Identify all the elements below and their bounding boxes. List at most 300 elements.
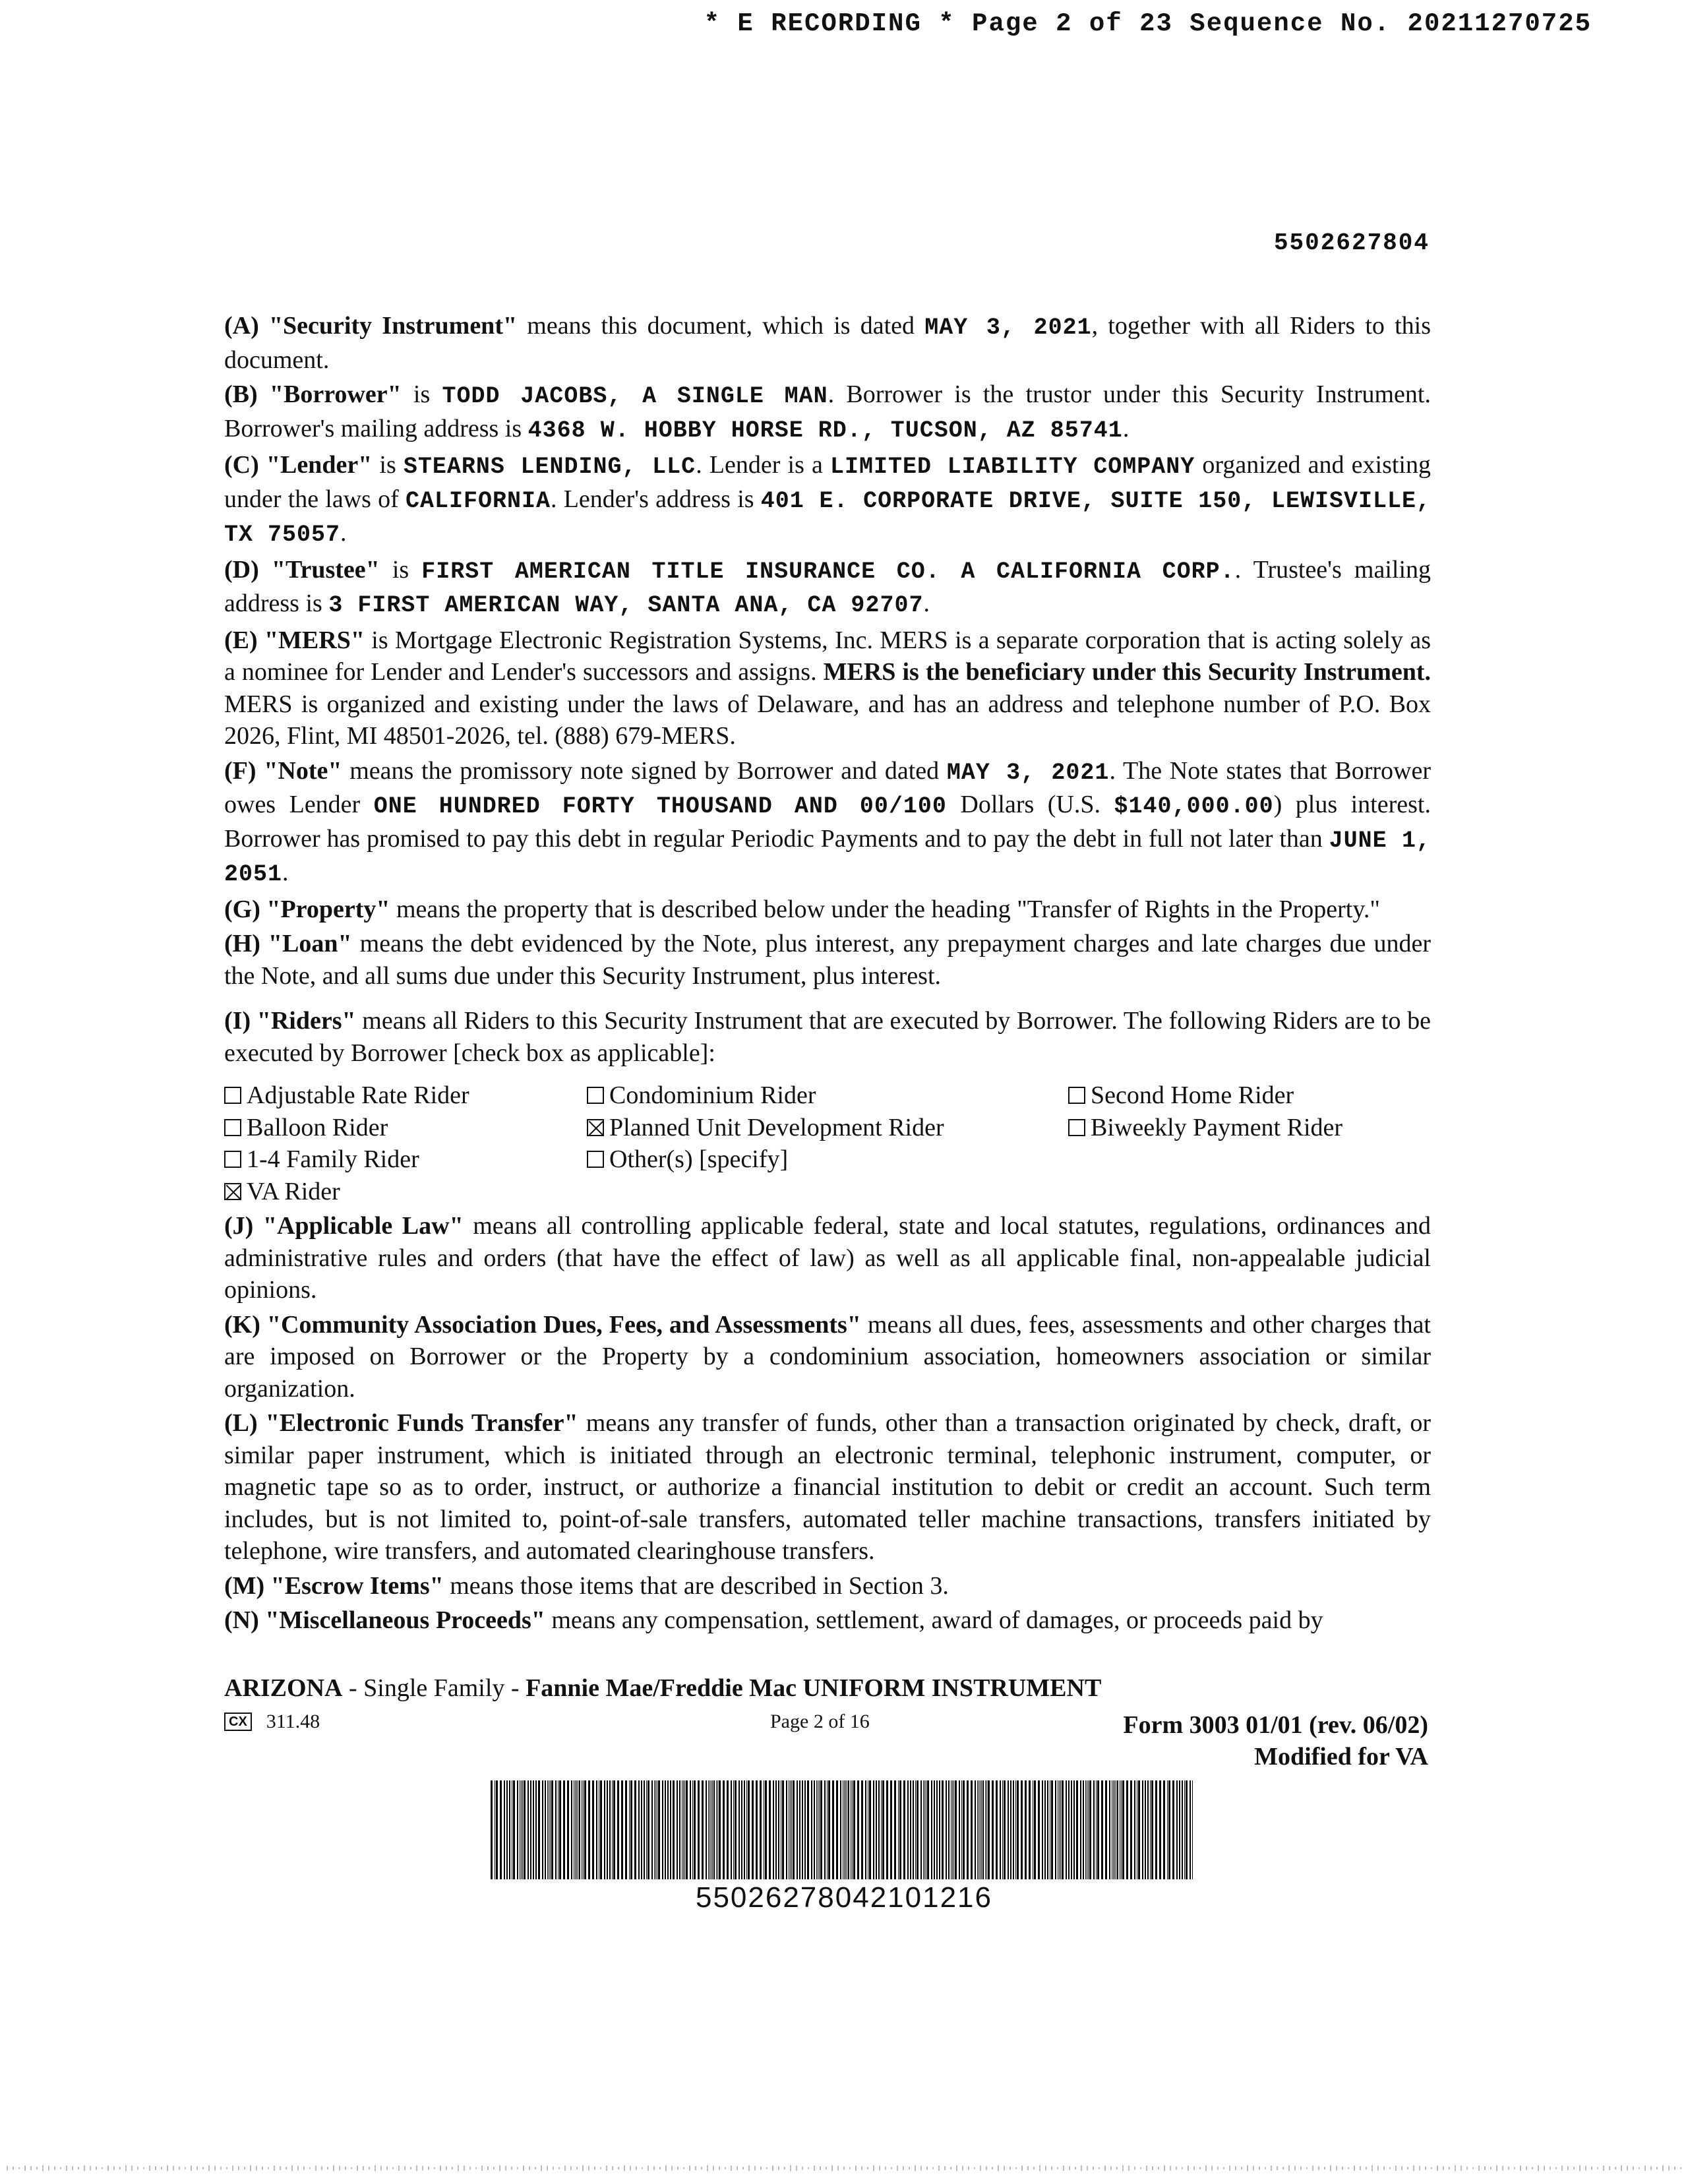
barcode-bar (963, 1780, 965, 1879)
rider-adjustable-rate: Adjustable Rate Rider (224, 1079, 587, 1112)
page-number: Page 2 of 16 (770, 1711, 870, 1732)
barcode-bar (836, 1780, 838, 1879)
barcode-bar (648, 1780, 649, 1879)
scan-mark (1057, 2168, 1058, 2169)
barcode-bar (1155, 1780, 1157, 1879)
scan-mark (541, 2166, 542, 2171)
scan-mark (1122, 2166, 1124, 2171)
scan-mark (1526, 2166, 1527, 2170)
barcode-bar (1073, 1780, 1075, 1879)
checkbox-icon[interactable] (224, 1119, 241, 1136)
barcode-bar (629, 1780, 630, 1879)
definition-e: (E) "MERS" is Mortgage Electronic Registration Systems, Inc. MERS is a separate corporation that is acting solely as a nominee for Lender and Lender's successors and assigns. MERS is the beneficiary under this Security Instrument. MERS is organized and existing under the laws of Delaware, and has an address and telephone number of P.O. Box 2026, Flint, MI 48501-2026, tel. (888) 679-MERS. (224, 626, 1432, 750)
barcode-bar (748, 1780, 750, 1879)
scan-mark (1158, 2167, 1159, 2169)
barcode-bar (491, 1780, 493, 1879)
barcode-bar (528, 1780, 529, 1879)
scan-mark (309, 2168, 311, 2169)
scan-mark (232, 2166, 233, 2171)
scan-mark (1336, 2166, 1337, 2171)
barcode-bar (1105, 1780, 1107, 1879)
barcode-bar (985, 1780, 986, 1879)
scan-mark (837, 2166, 839, 2171)
barcode-bar (1126, 1780, 1128, 1879)
scan-mark (576, 2167, 578, 2169)
barcode-bar (934, 1780, 935, 1879)
barcode-bar (1071, 1780, 1072, 1879)
scan-mark (1235, 2166, 1236, 2170)
scan-mark (826, 2167, 827, 2169)
trustee-name: FIRST AMERICAN TITLE INSURANCE CO. A CALIFORNIA CORP. (421, 558, 1235, 585)
scan-mark (683, 2168, 684, 2169)
scan-mark (689, 2166, 690, 2171)
trustee-address: 3 FIRST AMERICAN WAY, SANTA ANA, CA 92707 (328, 592, 924, 619)
scan-mark (1437, 2166, 1438, 2171)
barcode-bar (886, 1780, 888, 1879)
scan-mark (1021, 2166, 1023, 2171)
scan-mark (410, 2167, 411, 2169)
scan-mark (725, 2168, 726, 2169)
scan-mark (1282, 2167, 1284, 2169)
barcode-bar (752, 1780, 754, 1879)
scan-mark (659, 2167, 661, 2169)
barcode-bar (778, 1780, 779, 1879)
barcode-bar (1021, 1780, 1023, 1879)
scan-mark (375, 2166, 376, 2171)
form-title: ARIZONA - Single Family - Fannie Mae/Freddie Mac UNIFORM INSTRUMENT (224, 1674, 1102, 1702)
barcode-bar (604, 1780, 605, 1879)
barcode-bar (775, 1780, 777, 1879)
scan-mark (926, 2167, 928, 2170)
scan-mark (535, 2167, 536, 2169)
barcode-bar (731, 1780, 732, 1879)
scan-mark (48, 2166, 49, 2171)
barcode-bar (1151, 1780, 1153, 1879)
barcode-bar (1004, 1780, 1006, 1879)
scan-mark (677, 2167, 678, 2170)
scan-mark (208, 2166, 210, 2171)
scan-mark (867, 2167, 868, 2169)
scan-mark (202, 2167, 204, 2169)
scan-mark (1627, 2166, 1628, 2171)
barcode-bar (828, 1780, 830, 1879)
scan-mark (909, 2167, 910, 2169)
barcode-bar (709, 1780, 710, 1879)
scan-mark (1217, 2167, 1219, 2170)
barcode-bar (744, 1780, 745, 1879)
barcode-bar (1062, 1780, 1064, 1879)
barcode-bar (881, 1780, 882, 1879)
barcode-bar (1038, 1780, 1040, 1879)
barcode-bar (550, 1780, 551, 1879)
borrower-name: TODD JACOBS, A SINGLE MAN (442, 383, 828, 410)
barcode-bar (861, 1780, 863, 1879)
scan-mark (1650, 2166, 1652, 2170)
barcode-bar (542, 1780, 543, 1879)
barcode-bar (869, 1780, 871, 1879)
loan-amount: $140,000.00 (1114, 793, 1274, 820)
barcode-bar (827, 1780, 828, 1879)
barcode-bar (607, 1780, 608, 1879)
definition-label: (L) "Electronic Funds Transfer" (224, 1409, 578, 1437)
scan-mark (701, 2167, 702, 2169)
scan-mark (1241, 2167, 1242, 2169)
scan-mark (1306, 2168, 1308, 2169)
scan-mark (333, 2166, 334, 2171)
scan-mark (220, 2167, 222, 2170)
scan-mark (1277, 2166, 1278, 2170)
barcode-bar (575, 1780, 576, 1879)
scan-mark (1318, 2166, 1319, 2170)
barcode-bar (1142, 1780, 1143, 1879)
scan-mark (766, 2168, 768, 2169)
scan-mark (1330, 2166, 1331, 2171)
scan-mark (1597, 2168, 1598, 2169)
scan-mark (1051, 2167, 1052, 2170)
scan-mark (861, 2166, 862, 2170)
scan-mark (90, 2166, 91, 2171)
scan-mark (1199, 2167, 1201, 2169)
scan-mark (885, 2167, 886, 2170)
scan-mark (440, 2166, 441, 2171)
scan-mark (600, 2168, 601, 2169)
scan-mark (1027, 2166, 1029, 2170)
barcode-bar (857, 1780, 859, 1879)
barcode-bar (992, 1780, 994, 1879)
barcode-bar (547, 1780, 548, 1879)
definition-label: (M) "Escrow Items" (224, 1571, 444, 1600)
barcode-bar (898, 1780, 899, 1879)
riders-checklist (224, 1079, 1431, 1207)
barcode-bar (1002, 1780, 1003, 1879)
barcode-bar (1051, 1780, 1053, 1879)
barcode-bar (1088, 1780, 1089, 1879)
rider-1-4-family: 1-4 Family Rider (224, 1143, 587, 1176)
scan-mark (321, 2166, 322, 2170)
barcode-bar (670, 1780, 671, 1879)
scan-mark (404, 2166, 406, 2170)
scan-mark (1182, 2168, 1183, 2169)
definition-k: (K) "Community Association Dues, Fees, and Assessments" means all dues, fees, assessments and other charges that are imposed on Borrower or the Property by a condominium association, homeowners association or similar organization. (224, 1310, 1431, 1403)
scan-mark (315, 2166, 316, 2171)
definition-label: (K) "Community Association Dues, Fees, and Assessments" (224, 1310, 861, 1339)
scan-mark (1294, 2166, 1296, 2171)
barcode-bar (799, 1780, 800, 1879)
barcode-bar (782, 1780, 784, 1879)
scan-mark (1342, 2167, 1343, 2170)
scan-mark (1419, 2166, 1420, 2171)
scan-mark (784, 2167, 785, 2169)
barcode-bar (621, 1780, 623, 1879)
definition-label: (A) "Security Instrument" (224, 312, 518, 340)
document-date: MAY 3, 2021 (924, 315, 1092, 341)
scan-mark (1484, 2166, 1486, 2170)
barcode-bar (521, 1780, 522, 1879)
barcode-bar (524, 1780, 526, 1879)
scan-mark (339, 2166, 340, 2171)
barcode-bar (890, 1780, 892, 1879)
lender-entity-type: LIMITED LIABILITY COMPANY (829, 454, 1195, 480)
scan-mark (1039, 2166, 1040, 2171)
scan-mark (268, 2168, 269, 2169)
scan-mark (1033, 2167, 1035, 2169)
scan-mark (1354, 2166, 1355, 2171)
barcode-bar (1113, 1780, 1114, 1879)
barcode-bar (683, 1780, 684, 1879)
barcode-bar (1122, 1780, 1124, 1879)
barcode-bar (1085, 1780, 1086, 1879)
barcode-bar (1059, 1780, 1060, 1879)
barcode-bar (712, 1780, 713, 1879)
rider-others: Other(s) [specify] (587, 1143, 1068, 1176)
rider-condominium: Condominium Rider (587, 1079, 1068, 1112)
barcode-bar (522, 1780, 523, 1879)
barcode-bar (814, 1780, 815, 1879)
scan-mark (297, 2166, 299, 2171)
barcode-bar (506, 1780, 508, 1879)
scan-mark (992, 2167, 993, 2169)
barcode-bar (948, 1780, 950, 1879)
scan-mark (196, 2166, 198, 2170)
scan-mark (185, 2168, 186, 2169)
barcode-bar (746, 1780, 747, 1879)
lender-state: CALIFORNIA (405, 487, 551, 514)
barcode-bar (690, 1780, 691, 1879)
scan-mark (155, 2166, 156, 2170)
scan-mark (1466, 2167, 1468, 2170)
scan-mark (392, 2168, 394, 2169)
barcode-bar (876, 1780, 877, 1879)
scan-mark (1561, 2166, 1563, 2171)
barcode-bar (1013, 1780, 1014, 1879)
scan-mark (66, 2166, 67, 2171)
barcode-bar (844, 1780, 845, 1879)
scan-mark (594, 2167, 595, 2170)
scan-mark (671, 2166, 673, 2171)
scan-mark (250, 2166, 251, 2171)
barcode-bar (654, 1780, 655, 1879)
checkbox-icon[interactable] (224, 1151, 241, 1168)
scan-mark (214, 2166, 216, 2171)
scan-mark (119, 2167, 121, 2169)
scan-mark (665, 2166, 667, 2171)
barcode-number: 55026278042101216 (695, 1881, 992, 1914)
barcode-bar (684, 1780, 685, 1879)
barcode-bar (504, 1780, 505, 1879)
maturity-date: JUNE 1, 2051 (224, 827, 1431, 888)
scan-mark (1063, 2166, 1064, 2171)
checkbox-icon[interactable] (224, 1087, 241, 1104)
rider-planned-unit-development: Planned Unit Development Rider (587, 1112, 1068, 1144)
barcode-bar (832, 1780, 834, 1879)
scan-mark (903, 2166, 904, 2170)
scan-mark (1550, 2167, 1551, 2170)
barcode-bar (658, 1780, 660, 1879)
barcode-bar (625, 1780, 627, 1879)
barcode-bar (662, 1780, 663, 1879)
barcode-bar (551, 1780, 553, 1879)
barcode-bar (786, 1780, 787, 1879)
checkbox-icon[interactable] (1068, 1119, 1085, 1136)
barcode-bar (719, 1780, 721, 1879)
scan-mark (553, 2167, 554, 2170)
scan-mark (1010, 2167, 1011, 2170)
barcode-bar (927, 1780, 929, 1879)
scan-mark (814, 2166, 815, 2171)
scan-mark (1520, 2166, 1521, 2171)
scan-mark (1093, 2167, 1094, 2170)
barcode-bar (613, 1780, 615, 1879)
cx-logo-icon: CX (224, 1713, 252, 1731)
form-code: CX 311.48 (224, 1711, 320, 1733)
barcode-bar (971, 1780, 973, 1879)
scan-mark (737, 2166, 738, 2170)
scan-mark (802, 2167, 803, 2170)
barcode-bar (936, 1780, 938, 1879)
scan-mark (707, 2166, 708, 2171)
barcode-bar (1159, 1780, 1161, 1879)
barcode (491, 1780, 1196, 1879)
scan-mark (1372, 2166, 1373, 2171)
scan-mark (1615, 2167, 1616, 2169)
barcode-bar (571, 1780, 572, 1879)
barcode-bar (1167, 1780, 1168, 1879)
barcode-bar (955, 1780, 957, 1879)
scan-mark (487, 2166, 489, 2170)
checkbox-icon[interactable] (587, 1151, 604, 1168)
scan-mark (920, 2166, 922, 2171)
scan-mark (956, 2166, 957, 2171)
scan-mark (1389, 2168, 1391, 2169)
barcode-bar (903, 1780, 905, 1879)
scan-mark (1170, 2166, 1171, 2171)
scan-mark (873, 2166, 874, 2171)
barcode-bar (612, 1780, 613, 1879)
scan-mark (742, 2167, 744, 2169)
scan-mark (986, 2166, 987, 2170)
barcode-bar (1025, 1780, 1027, 1879)
barcode-bar (1080, 1780, 1081, 1879)
checkbox-icon[interactable] (1068, 1087, 1085, 1104)
scan-mark (1146, 2166, 1147, 2171)
barcode-bar (907, 1780, 909, 1879)
scan-mark (558, 2168, 560, 2169)
barcode-bar (634, 1780, 636, 1879)
scan-mark (1538, 2166, 1539, 2171)
barcode-bar (961, 1780, 962, 1879)
scan-mark (179, 2167, 180, 2170)
scan-mark (1164, 2166, 1165, 2171)
scan-mark (648, 2166, 649, 2171)
barcode-bar (939, 1780, 940, 1879)
barcode-bar (899, 1780, 901, 1879)
barcode-bar (509, 1780, 510, 1879)
barcode-bar (651, 1780, 653, 1879)
barcode-bar (952, 1780, 953, 1879)
barcode-bar (584, 1780, 586, 1879)
scan-mark (772, 2166, 773, 2171)
scan-mark (1455, 2166, 1456, 2171)
scan-mark (1532, 2167, 1533, 2169)
loan-number: 5502627804 (1273, 229, 1430, 257)
barcode-bar (665, 1780, 666, 1879)
scan-mark (167, 2166, 168, 2171)
scan-mark (30, 2166, 32, 2170)
barcode-bar (1134, 1780, 1135, 1879)
checkbox-icon[interactable] (224, 1183, 241, 1200)
scan-mark (60, 2168, 61, 2169)
barcode-bar (1000, 1780, 1001, 1879)
scan-mark (962, 2166, 963, 2171)
definition-label: (H) "Loan" (224, 930, 352, 957)
scan-mark (1253, 2166, 1254, 2171)
scan-mark (256, 2166, 257, 2171)
barcode-bar (1055, 1780, 1056, 1879)
scan-mark (499, 2166, 500, 2171)
scan-mark (1081, 2166, 1082, 2171)
scan-mark (1152, 2166, 1153, 2170)
barcode-bar (567, 1780, 569, 1879)
scan-mark (1674, 2167, 1675, 2170)
barcode-bar (1147, 1780, 1149, 1879)
scan-mark (1567, 2166, 1569, 2170)
checkbox-icon[interactable] (587, 1119, 604, 1136)
barcode-bar (694, 1780, 696, 1879)
definition-j: (J) "Applicable Law" means all controlling applicable federal, state and local statutes, regulations, ordinances and administrative rules and orders (that have the effect of law) as well as all applicable final, non-appealable judicial opinions. (224, 1212, 1431, 1304)
barcode-bar (1089, 1780, 1091, 1879)
scan-mark (398, 2166, 400, 2171)
barcode-bar (791, 1780, 792, 1879)
scan-mark (1045, 2166, 1046, 2171)
scan-mark (262, 2167, 263, 2170)
scan-mark (446, 2166, 447, 2170)
barcode-bar (931, 1780, 932, 1879)
definition-c: (C) "Lender" is STEARNS LENDING, LLC. Lender is a LIMITED LIABILITY COMPANY organized and existing under the laws of CALIFORNIA. Lender's address is 401 E. CORPORATE DRIVE, SUITE 150, LEWISVILLE, TX 75057. (224, 451, 1431, 548)
barcode-bar (667, 1780, 669, 1879)
checkbox-icon[interactable] (587, 1087, 604, 1104)
barcode-bar (915, 1780, 916, 1879)
scan-mark (760, 2167, 762, 2170)
barcode-bar (609, 1780, 611, 1879)
scan-mark (879, 2166, 880, 2171)
scan-mark (1110, 2166, 1112, 2170)
barcode-bar (882, 1780, 884, 1879)
scan-mark (843, 2167, 845, 2170)
barcode-bar (702, 1780, 704, 1879)
barcode-bar (953, 1780, 954, 1879)
scan-mark (1128, 2166, 1130, 2171)
scan-mark (1377, 2166, 1379, 2171)
loan-amount-words: ONE HUNDRED FORTY THOUSAND AND 00/100 (373, 793, 947, 820)
scan-mark (1324, 2167, 1325, 2169)
scan-mark (1104, 2166, 1106, 2171)
scan-mark (748, 2166, 750, 2171)
scan-mark (1176, 2167, 1177, 2170)
barcode-bar (692, 1780, 693, 1879)
scan-mark (932, 2168, 934, 2169)
scan-mark (642, 2168, 643, 2169)
barcode-bar (959, 1780, 960, 1879)
barcode-bar (1044, 1780, 1046, 1879)
barcode-bar (878, 1780, 880, 1879)
barcode-bar (1010, 1780, 1011, 1879)
barcode-bar (988, 1780, 990, 1879)
definitions-section (224, 310, 1431, 1639)
barcode-bar (592, 1780, 594, 1879)
scan-edge-marks (0, 2160, 1688, 2176)
scan-mark (327, 2167, 328, 2169)
scan-mark (1312, 2166, 1313, 2171)
